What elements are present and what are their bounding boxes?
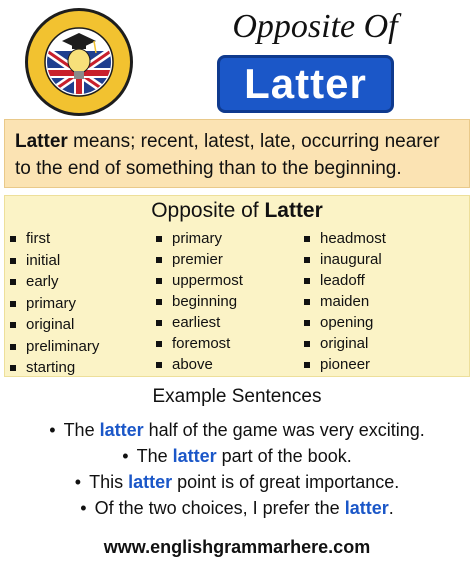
bullet-icon: •	[74, 472, 82, 492]
opposites-heading-word: Latter	[264, 199, 323, 222]
list-item: primary	[4, 293, 99, 315]
sentence-text: This	[89, 472, 129, 492]
sentence-text: Of the two choices, I prefer the	[94, 498, 345, 518]
list-item: earliest	[150, 312, 243, 333]
definition-term: Latter	[15, 131, 68, 152]
list-item: leadoff	[298, 270, 386, 291]
example-sentence	[0, 443, 474, 469]
list-item: pioneer	[298, 354, 386, 375]
logo-emblem-icon	[28, 11, 130, 113]
opposites-heading-prefix: Opposite of	[151, 199, 265, 222]
page-title: Opposite Of	[232, 8, 398, 45]
list-item: above	[150, 354, 243, 375]
opposites-column-1	[4, 228, 99, 379]
list-item: headmost	[298, 228, 386, 249]
footer-url[interactable]: www.englishgrammarhere.com	[103, 537, 371, 557]
list-item: uppermost	[150, 270, 243, 291]
sentence-text: .	[388, 498, 394, 518]
list-item: maiden	[298, 291, 386, 312]
examples-heading: Example Sentences	[152, 386, 322, 407]
example-sentence	[0, 469, 474, 495]
list-item: inaugural	[298, 249, 386, 270]
list-item: initial	[4, 250, 99, 272]
definition-box	[4, 119, 470, 188]
example-sentence	[0, 495, 474, 521]
sentence-keyword: latter	[99, 420, 144, 440]
list-item: original	[4, 314, 99, 336]
sentence-keyword: latter	[344, 498, 389, 518]
list-item: starting	[4, 357, 99, 379]
list-item: opening	[298, 312, 386, 333]
list-item: first	[4, 228, 99, 250]
opposites-column-2	[150, 228, 243, 375]
list-item: primary	[150, 228, 243, 249]
definition-text: means; recent, latest, late, occurring nearer to the end of something than to the beginning.	[15, 131, 440, 179]
example-sentences	[0, 417, 474, 521]
bullet-icon: •	[122, 446, 129, 466]
list-item: foremost	[150, 333, 243, 354]
opposites-heading	[0, 199, 474, 223]
list-item: original	[298, 333, 386, 354]
list-item: preliminary	[4, 336, 99, 358]
list-item: premier	[150, 249, 243, 270]
bullet-icon: •	[80, 498, 87, 518]
list-item: early	[4, 271, 99, 293]
bullet-icon: •	[49, 420, 56, 440]
sentence-text: point is of great importance.	[172, 472, 400, 492]
list-item: beginning	[150, 291, 243, 312]
sentence-text: The	[63, 420, 100, 440]
sentence-text: half of the game was very exciting.	[143, 420, 425, 440]
site-logo	[25, 8, 133, 116]
sentence-keyword: latter	[128, 472, 173, 492]
opposites-column-3	[298, 228, 386, 375]
sentence-text: The	[136, 446, 173, 466]
featured-word: Latter	[217, 55, 394, 113]
sentence-text: part of the book.	[216, 446, 352, 466]
sentence-keyword: latter	[172, 446, 217, 466]
example-sentence	[0, 417, 474, 443]
